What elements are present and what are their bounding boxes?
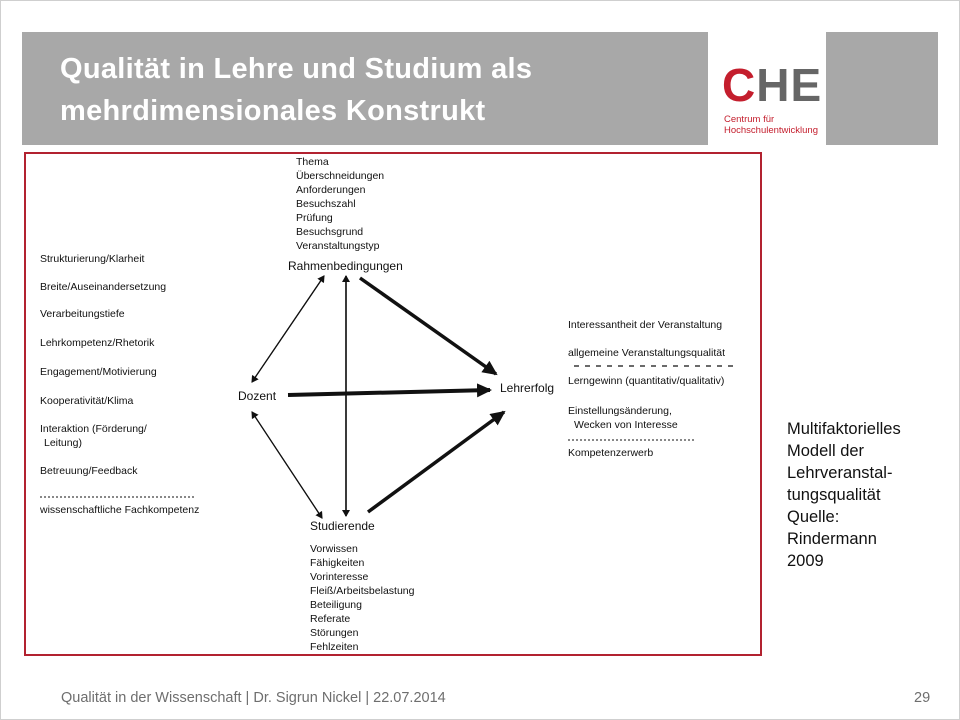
studierende-item: Referate [310, 613, 351, 625]
title-bar [22, 32, 708, 145]
dozent-item: Betreuung/Feedback [40, 465, 138, 477]
studierende-item: Störungen [310, 627, 359, 639]
arrow-dozent-to-lehrerfolg [288, 390, 490, 395]
rahmen-item: Prüfung [296, 212, 333, 224]
caption-line-5: Quelle: [787, 508, 840, 526]
page-number: 29 [914, 690, 931, 706]
rahmen-item: Thema [296, 156, 329, 168]
dozent-item: wissenschaftliche Fachkompetenz [40, 504, 200, 516]
lehrerfolg-item: Wecken von Interesse [574, 419, 678, 431]
lehrerfolg-item: Lerngewinn (quantitativ/qualitativ) [568, 375, 725, 387]
lehrerfolg-item: Einstellungsänderung, [568, 405, 672, 417]
node-studierende: Studierende [310, 519, 375, 533]
dozent-item: Verarbeitungstiefe [40, 308, 125, 320]
slide-footer: Qualität in der Wissenschaft | Dr. Sigrun Nickel | 22.07.2014 [61, 690, 446, 706]
dozent-item: Breite/Auseinandersetzung [40, 281, 167, 293]
logo-letter-c: C [722, 59, 757, 111]
dozent-item: Leitung) [44, 437, 82, 449]
node-rahmenbedingungen: Rahmenbedingungen [288, 259, 403, 273]
dozent-item: Lehrkompetenz/Rhetorik [40, 337, 155, 349]
studierende-item: Fähigkeiten [310, 557, 365, 569]
diagram-caption [787, 418, 937, 572]
rahmen-item: Veranstaltungstyp [296, 240, 380, 252]
arrow-dozent-to-rahmen [252, 276, 324, 382]
title-line-2: mehrdimensionales Konstrukt [60, 95, 486, 127]
caption-line-6: Rindermann [787, 530, 877, 548]
arrow-studierende-to-lehrerfolg [368, 412, 504, 512]
quality-model-diagram [24, 152, 762, 656]
dozent-item: Kooperativität/Klima [40, 395, 134, 407]
caption-line-1: Multifaktorielles [787, 420, 901, 438]
node-dozent: Dozent [238, 389, 277, 403]
studierende-item: Vorinteresse [310, 571, 369, 583]
title-line-1: Qualität in Lehre und Studium als [60, 53, 533, 85]
studierende-item: Fehlzeiten [310, 641, 359, 653]
caption-line-2: Modell der [787, 442, 865, 460]
node-lehrerfolg: Lehrerfolg [500, 381, 555, 395]
diagram-svg [26, 154, 760, 654]
caption-line-7: 2009 [787, 552, 824, 570]
rahmen-items-list [296, 156, 384, 252]
studierende-items-list [310, 543, 415, 653]
che-logo [710, 32, 824, 145]
studierende-item: Beteiligung [310, 599, 362, 611]
dozent-items-list [39, 253, 199, 516]
logo-subtitle [724, 114, 818, 136]
logo-sub-line-1: Centrum für [724, 114, 775, 125]
header-side-panel [826, 32, 938, 145]
lehrerfolg-item: allgemeine Veranstaltungsqualität [568, 347, 726, 359]
caption-line-3: Lehrveranstal- [787, 464, 893, 482]
studierende-item: Fleiß/Arbeitsbelastung [310, 585, 415, 597]
studierende-item: Vorwissen [310, 543, 358, 555]
arrow-rahmen-to-lehrerfolg [360, 278, 496, 374]
dozent-item: Interaktion (Förderung/ [40, 423, 147, 435]
rahmen-item: Überschneidungen [296, 170, 385, 182]
dozent-item: Engagement/Motivierung [40, 366, 157, 378]
rahmen-item: Besuchszahl [296, 198, 356, 210]
logo-letters [722, 59, 823, 111]
lehrerfolg-item: Interessantheit der Veranstaltung [568, 319, 723, 331]
lehrerfolg-item: Kompetenzerwerb [568, 447, 654, 459]
logo-letters-he: HE [756, 59, 823, 111]
rahmen-item: Anforderungen [296, 184, 366, 196]
rahmen-item: Besuchsgrund [296, 226, 364, 238]
dozent-item: Strukturierung/Klarheit [40, 253, 145, 265]
logo-sub-line-2: Hochschulentwicklung [724, 125, 818, 136]
lehrerfolg-items-list [568, 319, 725, 459]
arrow-studierende-to-dozent [252, 412, 322, 518]
slide-title [60, 48, 700, 132]
caption-line-4: tungsqualität [787, 486, 881, 504]
